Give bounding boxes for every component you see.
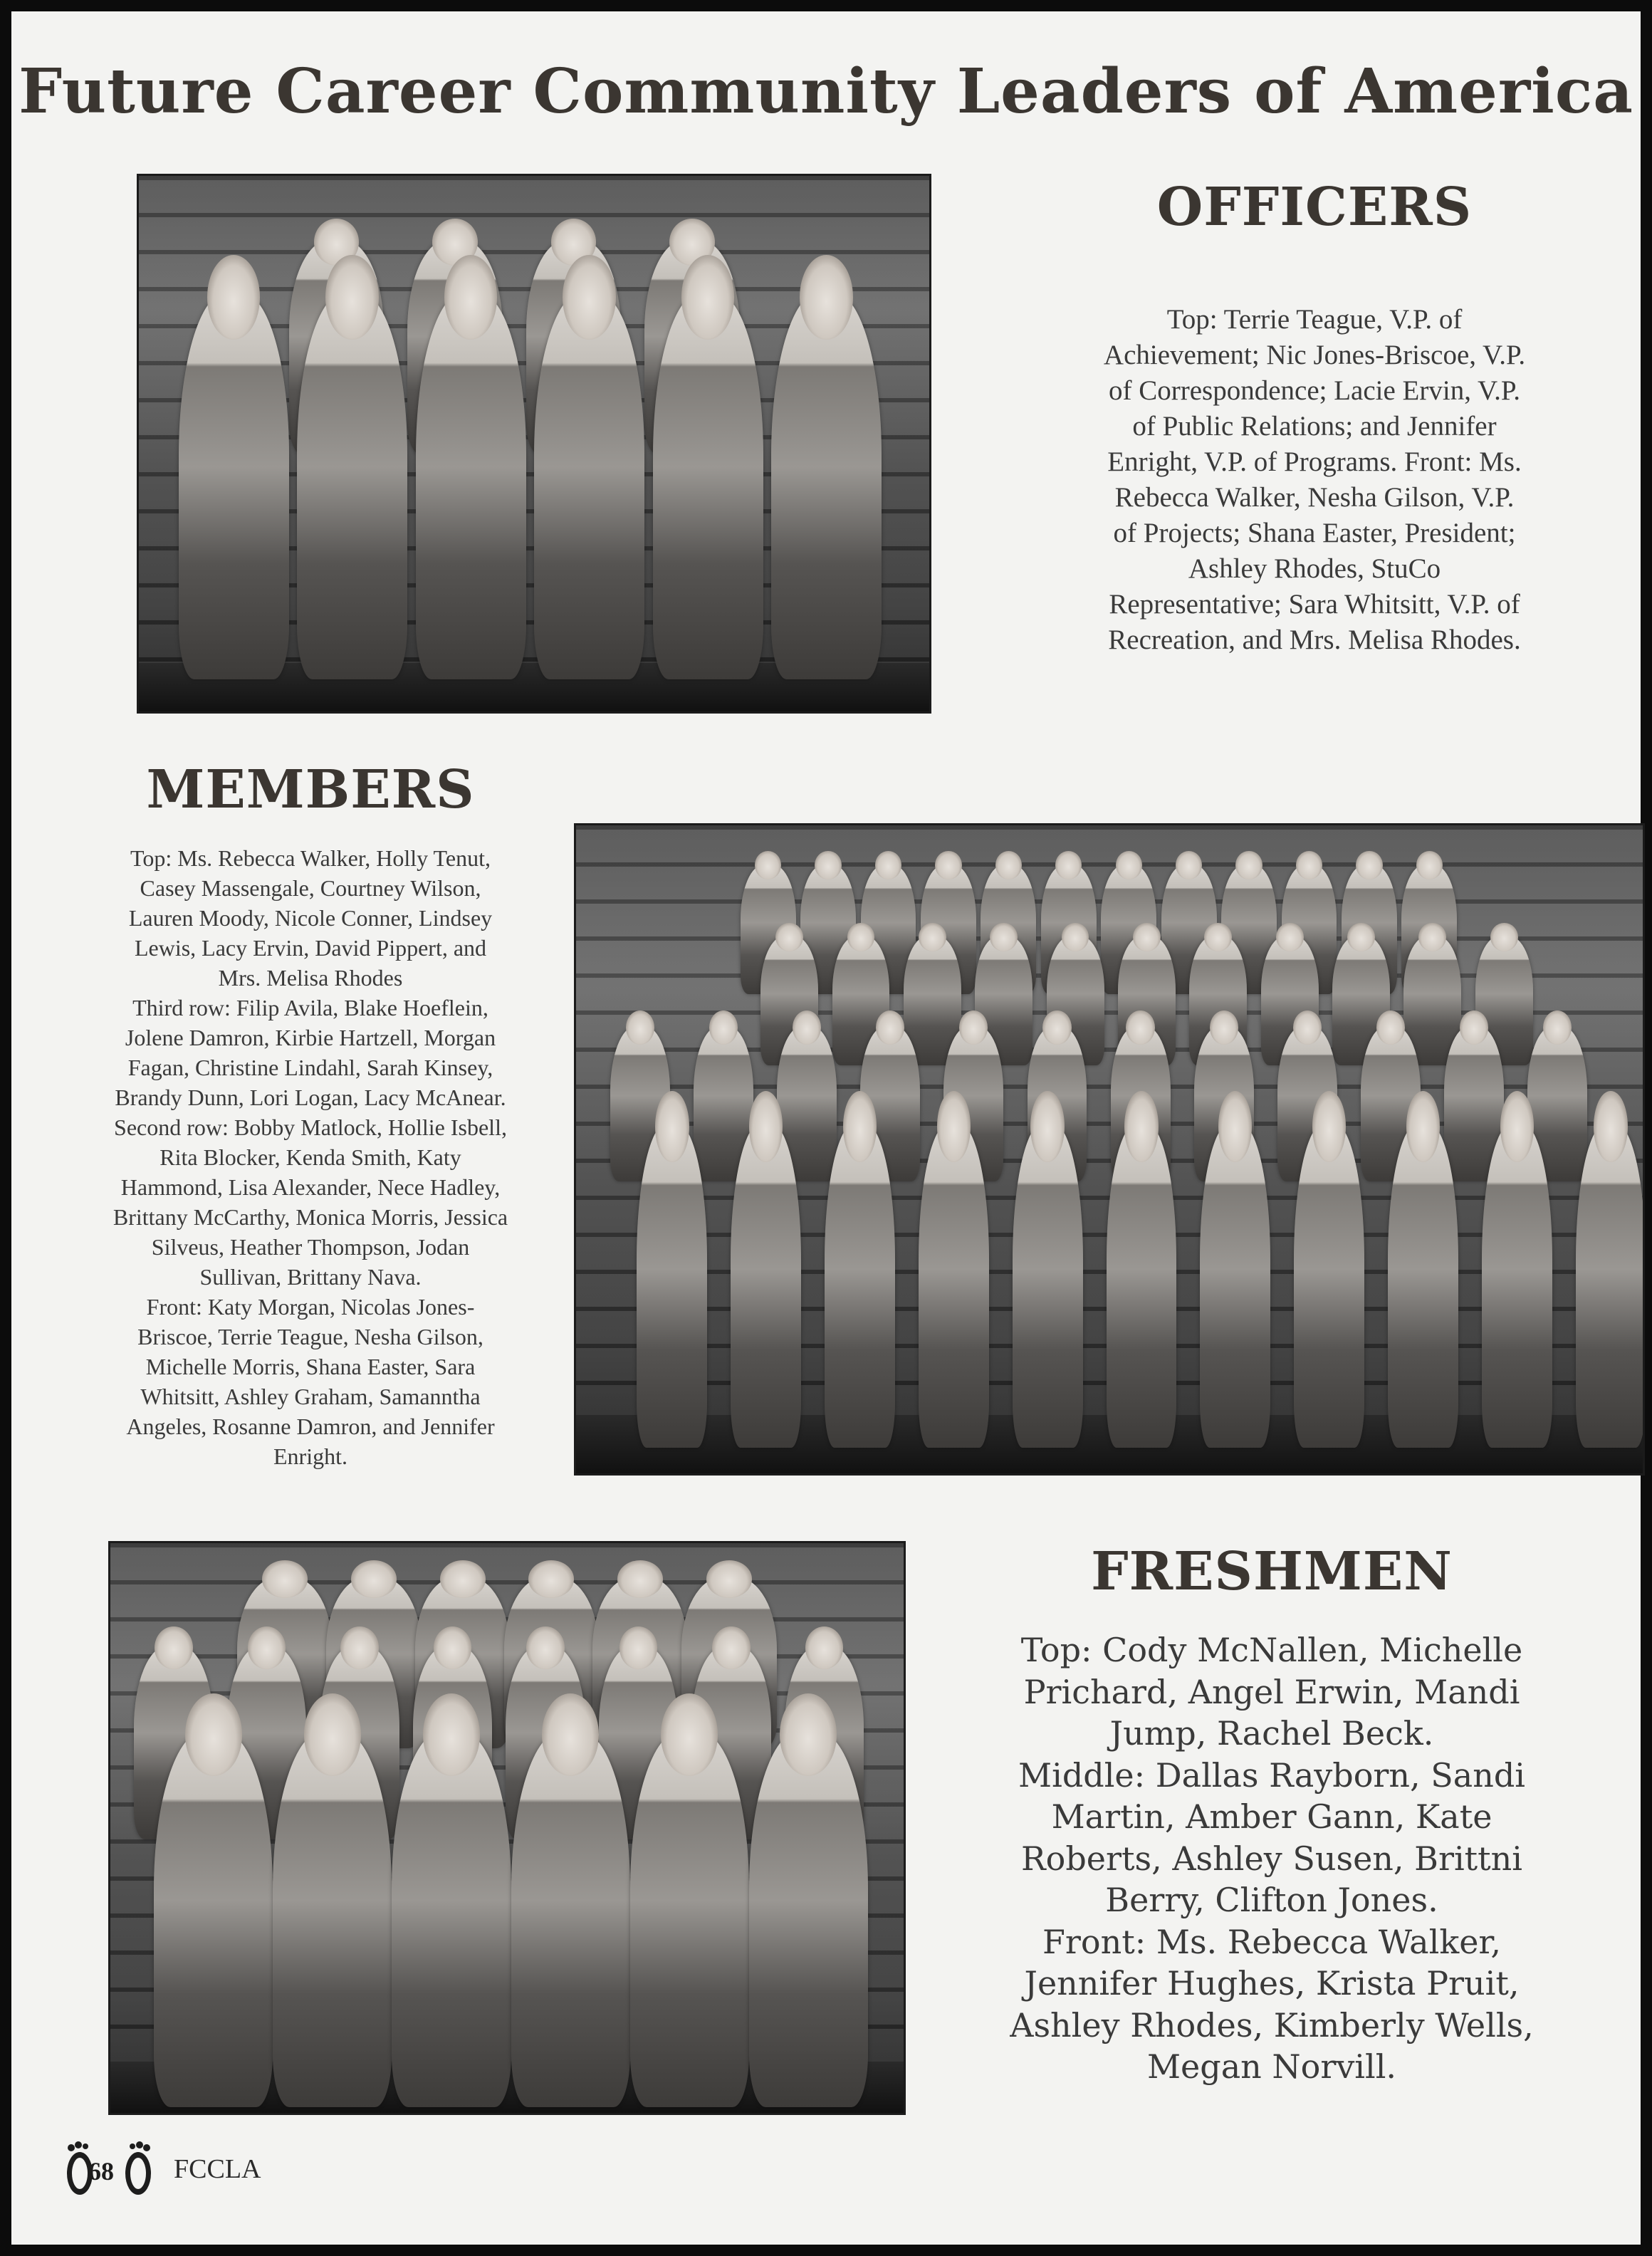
person-silhouette: [637, 1124, 707, 1448]
officers-caption-line: Ashley Rhodes, StuCo: [1188, 553, 1441, 584]
officers-caption-line: Recreation, and Mrs. Melisa Rhodes.: [1108, 625, 1521, 655]
members-caption-line: Jolene Damron, Kirbie Hartzell, Morgan: [125, 1025, 496, 1050]
freshmen-caption-line: Prichard, Angel Erwin, Mandi: [1023, 1672, 1520, 1711]
person-silhouette: [179, 293, 289, 679]
person-silhouette: [416, 293, 526, 679]
members-group-photo: [574, 823, 1645, 1476]
members-caption-line: Enright.: [273, 1443, 347, 1469]
freshmen-caption-line: Front: Ms. Rebecca Walker,: [1042, 1922, 1501, 1961]
members-caption-line: Silveus, Heather Thompson, Jodan: [151, 1234, 470, 1260]
person-silhouette: [273, 1731, 392, 2107]
members-caption-line: Brandy Dunn, Lori Logan, Lacy McAnear.: [115, 1085, 506, 1110]
freshmen-caption-line: Top: Cody McNallen, Michelle: [1020, 1631, 1523, 1669]
officers-caption-line: Representative; Sara Whitsitt, V.P. of: [1109, 589, 1520, 620]
officers-caption-line: of Projects; Shana Easter, President;: [1113, 518, 1516, 548]
footprints-icon: [58, 2141, 165, 2198]
person-silhouette: [1107, 1124, 1177, 1448]
section-label: FCCLA: [174, 2154, 261, 2184]
person-silhouette: [154, 1731, 273, 2107]
members-caption-line: Brittany McCarthy, Monica Morris, Jessica: [113, 1204, 508, 1230]
person-silhouette: [511, 1731, 630, 2107]
person-silhouette: [731, 1124, 801, 1448]
members-caption-line: Lewis, Lacy Ervin, David Pippert, and: [134, 935, 487, 961]
members-caption-line: Front: Katy Morgan, Nicolas Jones-: [146, 1294, 475, 1320]
person-silhouette: [1388, 1124, 1458, 1448]
person-silhouette: [919, 1124, 989, 1448]
freshmen-caption-line: Middle: Dallas Rayborn, Sandi: [1018, 1755, 1525, 1795]
freshmen-caption-line: Berry, Clifton Jones.: [1105, 1881, 1438, 1919]
members-caption-line: Lauren Moody, Nicole Conner, Lindsey: [128, 905, 493, 931]
members-caption-line: Casey Massengale, Courtney Wilson,: [140, 875, 481, 901]
person-silhouette: [771, 293, 882, 679]
freshmen-heading: FRESHMEN: [1091, 1541, 1453, 1602]
officers-heading: OFFICERS: [1156, 177, 1473, 238]
person-silhouette: [749, 1731, 868, 2107]
page-number: 68: [88, 2157, 114, 2186]
officers-group-photo: [137, 174, 931, 714]
page-footer: [58, 2141, 261, 2198]
members-caption-line: Rita Blocker, Kenda Smith, Katy: [160, 1144, 461, 1170]
officers-caption-line: of Public Relations; and Jennifer: [1132, 411, 1497, 442]
person-silhouette: [534, 293, 644, 679]
person-silhouette: [1200, 1124, 1270, 1448]
freshmen-caption-line: Ashley Rhodes, Kimberly Wells,: [1010, 2005, 1534, 2044]
officers-caption-line: Enright, V.P. of Programs. Front: Ms.: [1107, 446, 1522, 477]
person-silhouette: [1294, 1124, 1364, 1448]
officers-caption-line: Achievement; Nic Jones-Briscoe, V.P.: [1103, 340, 1526, 370]
freshmen-caption-line: Jennifer Hughes, Krista Pruit,: [1024, 1964, 1520, 2002]
officers-caption-line: Rebecca Walker, Nesha Gilson, V.P.: [1114, 482, 1515, 513]
members-caption-line: Second row: Bobby Matlock, Hollie Isbell,: [114, 1114, 507, 1140]
members-heading: MEMBERS: [146, 759, 475, 820]
members-caption-line: Mrs. Melisa Rhodes: [218, 965, 403, 991]
person-silhouette: [825, 1124, 895, 1448]
officers-caption-line: Top: Terrie Teague, V.P. of: [1166, 304, 1463, 335]
members-caption-line: Whitsitt, Ashley Graham, Samanntha: [140, 1384, 481, 1409]
person-silhouette: [630, 1731, 749, 2107]
person-silhouette: [1482, 1124, 1552, 1448]
officers-caption: [994, 302, 1635, 658]
members-caption-line: Third row: Filip Avila, Blake Hoeflein,: [132, 995, 488, 1020]
freshmen-caption: [944, 1629, 1599, 2088]
freshmen-caption-line: Megan Norvill.: [1146, 2047, 1397, 2086]
yearbook-page: [11, 11, 1641, 2245]
page-title: Future Career Community Leaders of America: [19, 56, 1633, 127]
person-silhouette: [1013, 1124, 1083, 1448]
freshmen-caption-line: Roberts, Ashley Susen, Brittni: [1021, 1839, 1522, 1878]
person-silhouette: [1576, 1124, 1645, 1448]
members-caption-line: Top: Ms. Rebecca Walker, Holly Tenut,: [130, 845, 491, 871]
members-caption-line: Sullivan, Brittany Nava.: [199, 1264, 422, 1290]
members-caption-line: Angeles, Rosanne Damron, and Jennifer: [126, 1414, 495, 1439]
freshmen-group-photo: [108, 1541, 906, 2115]
officers-caption-line: of Correspondence; Lacie Ervin, V.P.: [1108, 375, 1520, 406]
members-caption-line: Hammond, Lisa Alexander, Nece Hadley,: [120, 1174, 501, 1200]
person-silhouette: [653, 293, 763, 679]
members-caption-line: Fagan, Christine Lindahl, Sarah Kinsey,: [127, 1055, 493, 1080]
members-caption-line: Briscoe, Terrie Teague, Nesha Gilson,: [137, 1324, 483, 1349]
person-silhouette: [392, 1731, 511, 2107]
members-caption: [61, 843, 560, 1471]
freshmen-caption-line: Jump, Rachel Beck.: [1109, 1714, 1434, 1753]
freshmen-caption-line: Martin, Amber Gann, Kate: [1051, 1797, 1492, 1836]
person-silhouette: [297, 293, 407, 679]
members-caption-line: Michelle Morris, Shana Easter, Sara: [145, 1354, 476, 1379]
